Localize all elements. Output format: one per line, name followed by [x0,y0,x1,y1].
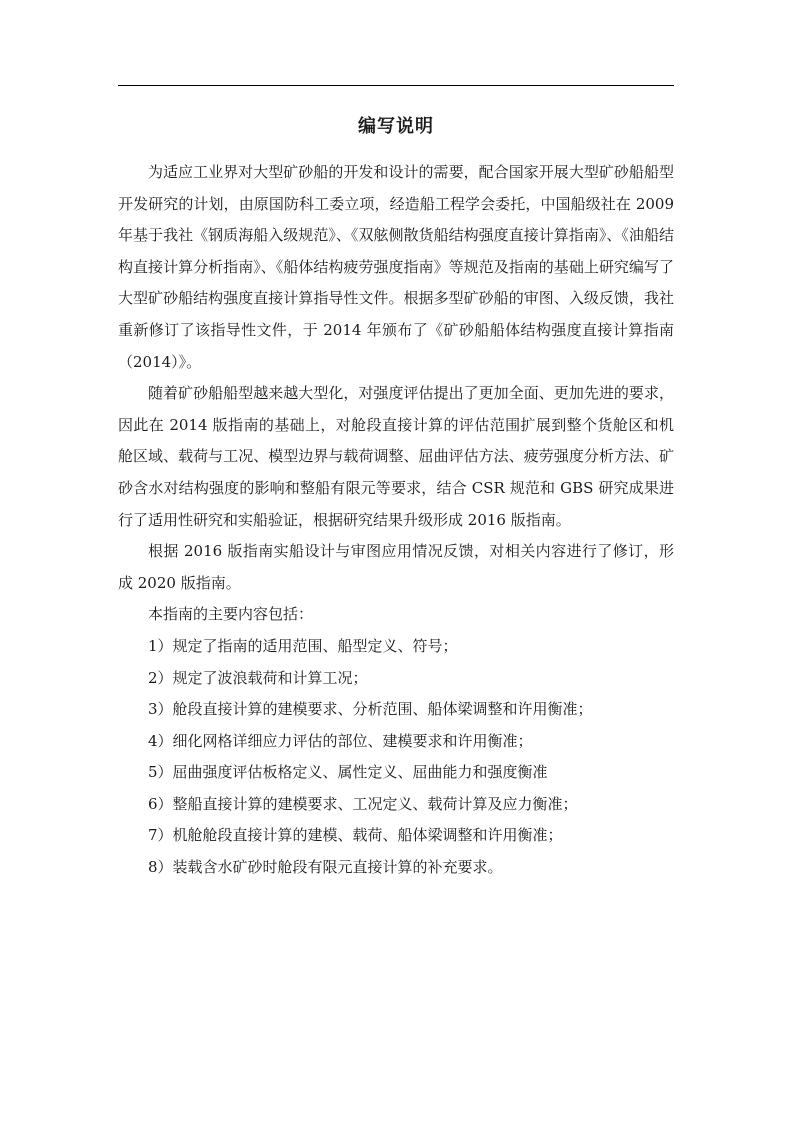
list-item: 6）整船直接计算的建模要求、工况定义、载荷计算及应力衡准； [148,794,578,813]
list-item: 4）细化网格详细应力评估的部位、建模要求和许用衡准； [148,731,533,750]
contents-intro: 本指南的主要内容包括： [148,605,314,624]
paragraph-2020-revision: 根据 2016 版指南实船设计与审图应用情况反馈，对相关内容进行了修订，形成 2020 版指南。 [118,542,674,592]
page-title: 编写说明 [358,116,434,137]
list-item: 7）机舱舱段直接计算的建模、载荷、船体梁调整和许用衡准； [148,826,563,845]
header-rule [118,85,674,86]
list-item: 5）屈曲强度评估板格定义、属性定义、屈曲能力和强度衡准 [148,763,548,782]
body-text [118,157,674,884]
paragraph-background: 为适应工业界对大型矿砂船的开发和设计的需要，配合国家开展大型矿砂船船型开发研究的计划，由原国防科工委立项，经造船工程学会委托，中国船级社在 2009 年基于我社《钢质海船入级规范》、《双舷侧散货船结构强度直接计算指南》、《油船结构直接计算分析指南》、《船体结构疲劳强度指南》等规范及指南的基础上研究编写了大型矿砂船结构强度直接计算指导性文件。根据多型矿砂船的审图、入级反馈，我社重新修订了该指导性文件，于 2014 年颁布了《矿砂船船体结构强度直接计算指南（2014）》。 [118,163,674,371]
list-item: 1）规定了指南的适用范围、船型定义、符号； [148,636,458,655]
list-item: 8）装载含水矿砂时舱段有限元直接计算的补充要求。 [148,858,503,877]
list-item: 2）规定了波浪载荷和计算工况； [148,668,368,687]
paragraph-2016-revision: 随着矿砂船船型越来越大型化，对强度评估提出了更加全面、更加先进的要求，因此在 2014 版指南的基础上，对舱段直接计算的评估范围扩展到整个货舱区和机舱区域、载荷与工况、模型边界与载荷调整、屈曲评估方法、疲劳强度分析方法、矿砂含水对结构强度的影响和整船有限元等要求，结合 CSR 规范和 GBS 研究成果进行了适用性研究和实船验证，根据研究结果升级形成 2016 版指南。 [118,384,674,529]
list-item: 3）舱段直接计算的建模要求、分析范围、船体梁调整和许用衡准； [148,700,593,719]
